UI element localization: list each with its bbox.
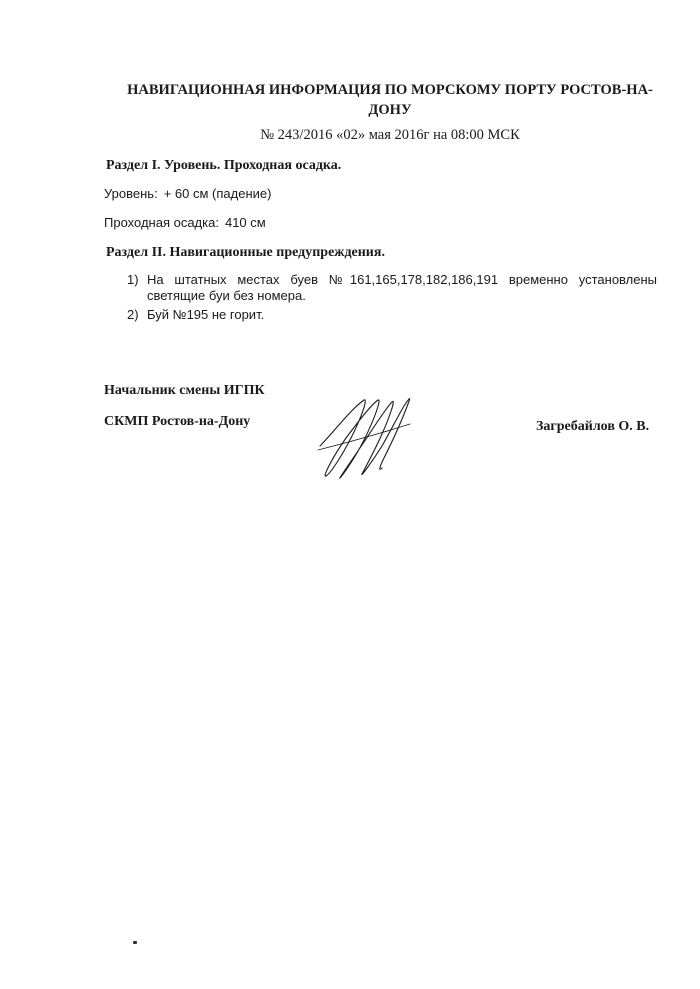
- section-1-heading: Раздел I. Уровень. Проходная осадка.: [106, 158, 342, 173]
- warning-item-number: 2): [127, 307, 139, 322]
- signer-position-line-1: Начальник смены ИГПК: [104, 383, 265, 398]
- level-label: Уровень:: [104, 186, 158, 201]
- signer-name: Загребайлов О. В.: [536, 419, 650, 434]
- warning-item-number: 1): [127, 272, 139, 287]
- document-title: НАВИГАЦИОННАЯ ИНФОРМАЦИЯ ПО МОРСКОМУ ПОРТУ РОСТОВ-НА-ДОНУ: [127, 82, 653, 118]
- draft-label: Проходная осадка:: [104, 215, 219, 230]
- scan-speck: [133, 941, 137, 944]
- issue-number-date: № 243/2016 «02» мая 2016г на 08:00 МСК: [260, 127, 520, 143]
- warning-item: [127, 272, 657, 304]
- level-line: [104, 186, 271, 201]
- level-value: + 60 см (падение): [163, 186, 272, 201]
- signer-position-line-2: СКМП Ростов-на-Дону: [104, 414, 251, 429]
- draft-value: 410 см: [224, 215, 266, 230]
- draft-line: [104, 215, 266, 230]
- warning-item: [127, 307, 657, 323]
- handwritten-signature: [312, 386, 422, 486]
- navigation-warnings-list: [127, 272, 657, 326]
- section-2-heading: Раздел II. Навигационные предупреждения.: [106, 245, 385, 260]
- warning-item-text: Буй №195 не горит.: [147, 307, 265, 322]
- warning-item-text: На штатных местах буев №161,165,178,182,186,191 временно установлены светящие буи без номера.: [147, 272, 657, 303]
